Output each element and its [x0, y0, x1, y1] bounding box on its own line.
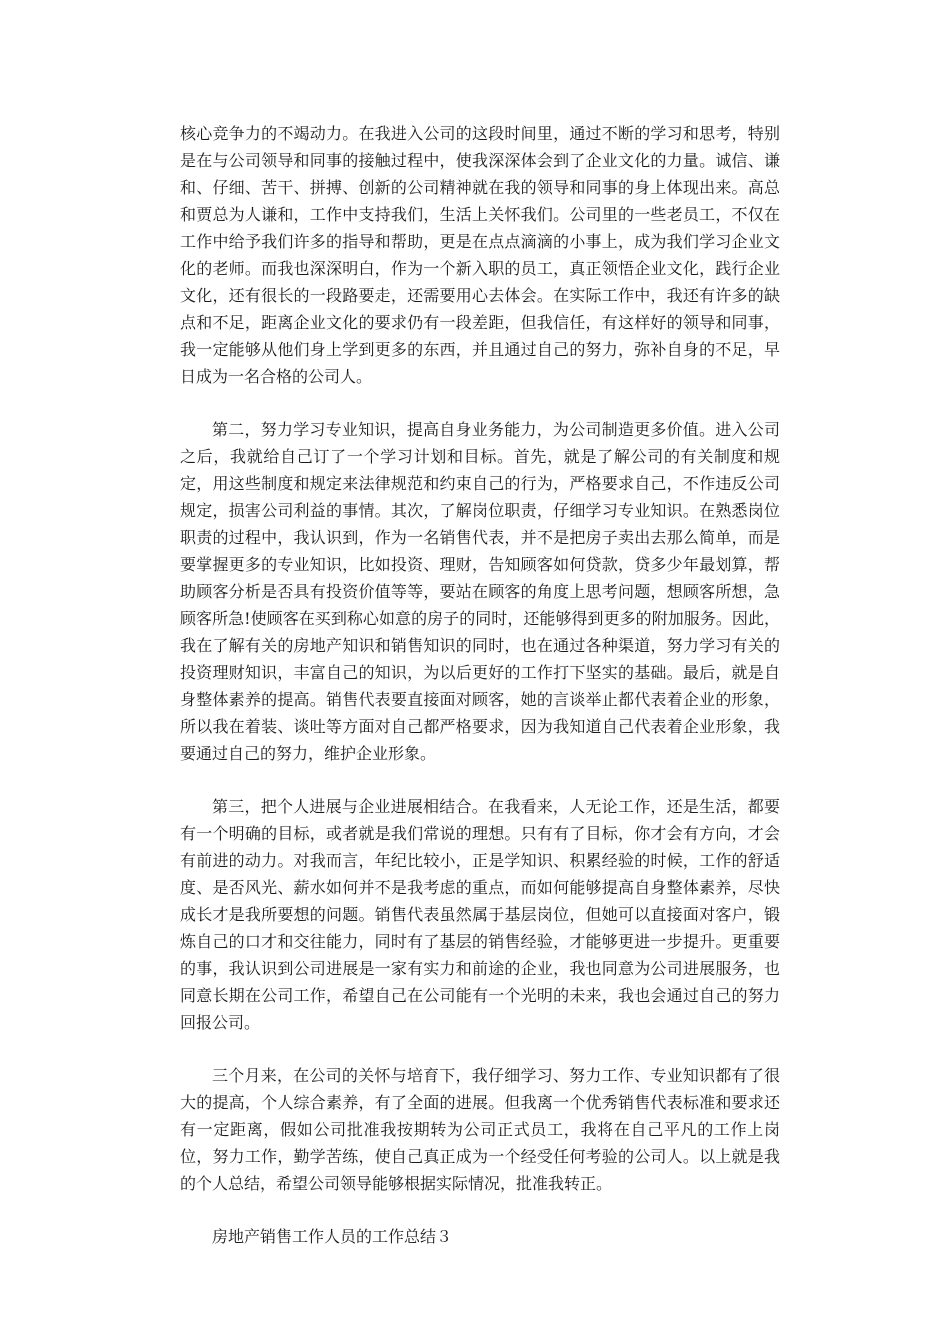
- paragraph-corporate-culture: 核心竞争力的不竭动力。在我进入公司的这段时间里，通过不断的学习和思考，特别是在与公司领导和同事的接触过程中，使我深深体会到了企业文化的力量。诚信、谦和、仔细、苦干、拼搏、创新的公司精神就在我的领导和同事的身上体现出来。高总和贾总为人谦和，工作中支持我们，生活上关怀我们。公司里的一些老员工，不仅在工作中给予我们许多的指导和帮助，更是在点点滴滴的小事上，成为我们学习企业文化的老师。而我也深深明白，作为一个新入职的员工，真正领悟企业文化，践行企业文化，还有很长的一段路要走，还需要用心去体会。在实际工作中，我还有许多的缺点和不足，距离企业文化的要求仍有一段差距，但我信任，有这样好的领导和同事，我一定能够从他们身上学到更多的东西，并且通过自己的努力，弥补自身的不足，早日成为一名合格的公司人。: [180, 124, 780, 386]
- paragraph-three-month-summary: 三个月来，在公司的关怀与培育下，我仔细学习、努力工作、专业知识都有了很大的提高，个人综合素养，有了全面的进展。但我离一个优秀销售代表标准和要求还有一定距离，假如公司批准我按期转为公司正式员工，我将在自己平凡的工作上岗位，努力工作，勤学苦练，使自己真正成为一个经受任何考验的公司人。以上就是我的个人总结，希望公司领导能够根据实际情况，批准我转正。: [180, 1066, 780, 1193]
- paragraph-personal-development: 第三，把个人进展与企业进展相结合。在我看来，人无论工作，还是生活，都要有一个明确的目标，或者就是我们常说的理想。只有有了目标，你才会有方向，才会有前进的动力。对我而言，年纪比较小，正是学知识、积累经验的时候，工作的舒适度、是否风光、薪水如何并不是我考虑的重点，而如何能够提高自身整体素养，尽快成长才是我所要想的问题。销售代表虽然属于基层岗位，但她可以直接面对客户，锻炼自己的口才和交往能力，同时有了基层的销售经验，才能够更进一步提升。更重要的事，我认识到公司进展是一家有实力和前途的企业，我也同意为公司进展服务，也同意长期在公司工作，希望自己在公司能有一个光明的未来，我也会通过自己的努力回报公司。: [180, 797, 780, 1032]
- section-heading: 房地产销售工作人员的工作总结３: [212, 1227, 453, 1246]
- document-body: [180, 120, 780, 1250]
- paragraph-professional-knowledge: 第二，努力学习专业知识，提高自身业务能力，为公司制造更多价值。进入公司之后，我就给自己订了一个学习计划和目标。首先，就是了解公司的有关制度和规定，用这些制度和规定来法律规范和约束自己的行为，严格要求自己，不作违反公司规定，损害公司利益的事情。其次，了解岗位职责，仔细学习专业知识。在熟悉岗位职责的过程中，我认识到，作为一名销售代表，并不是把房子卖出去那么简单，而是要掌握更多的专业知识，比如投资、理财，告知顾客如何贷款，贷多少年最划算，帮助顾客分析是否具有投资价值等等，要站在顾客的角度上思考问题，想顾客所想，急顾客所急!使顾客在买到称心如意的房子的同时，还能够得到更多的附加服务。因此，我在了解有关的房地产知识和销售知识的同时，也在通过各种渠道，努力学习有关的投资理财知识，丰富自己的知识，为以后更好的工作打下坚实的基础。最后，就是自身整体素养的提高。销售代表要直接面对顾客，她的言谈举止都代表着企业的形象，所以我在着装、谈吐等方面对自己都严格要求，因为我知道自己代表着企业形象，我要通过自己的努力，维护企业形象。: [180, 420, 780, 763]
